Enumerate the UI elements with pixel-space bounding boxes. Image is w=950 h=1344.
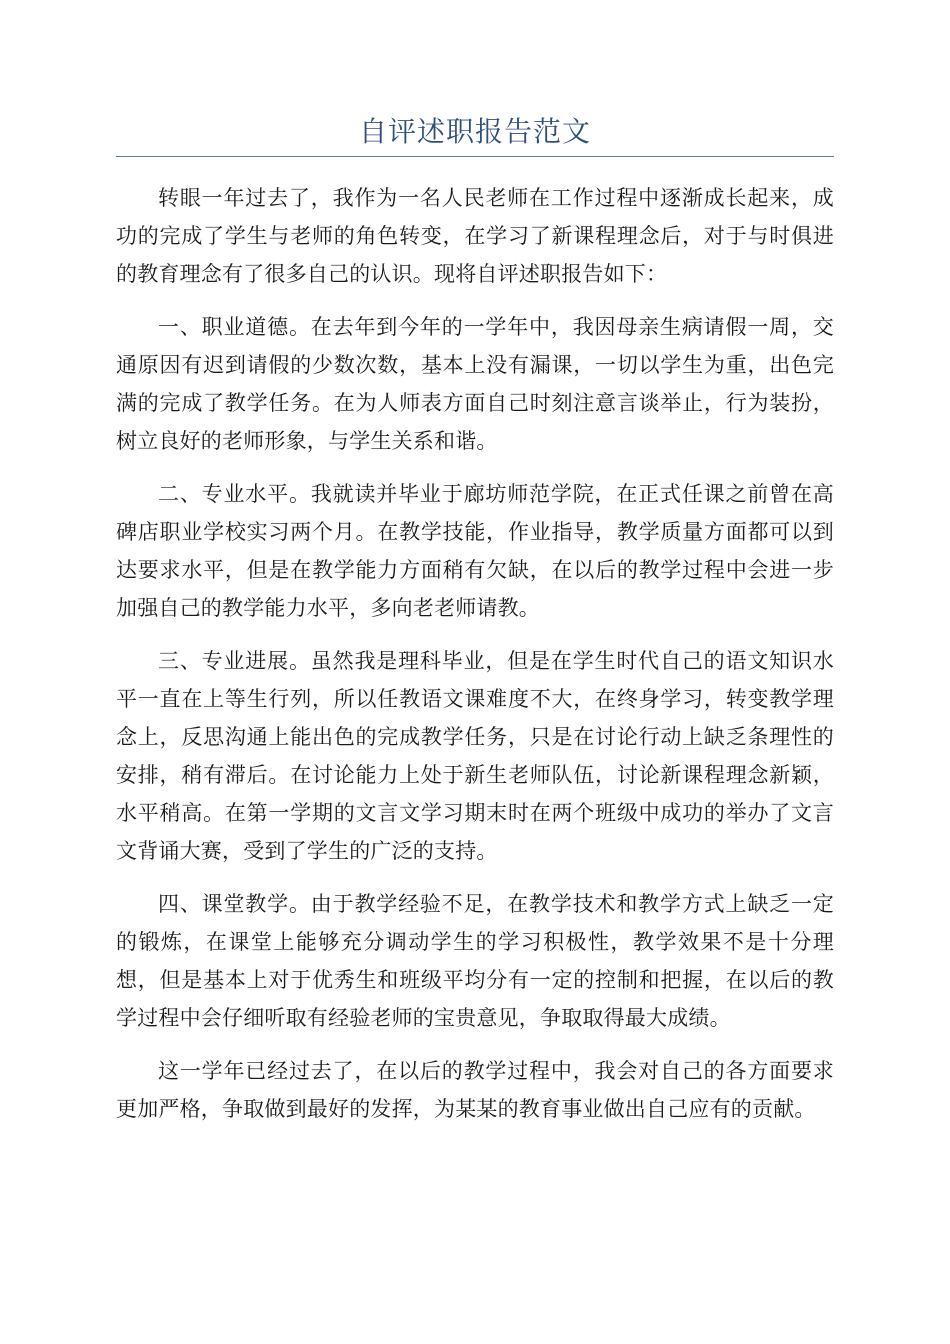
page-title: 自评述职报告范文 — [358, 115, 591, 148]
paragraph-professional-ethics: 一、职业道德。在去年到今年的一学年中，我因母亲生病请假一周，交通原因有迟到请假的少数次数，基本上没有漏课，一切以学生为重，出色完满的完成了教学任务。在为人师表方面自己时刻注意言谈举止，行为装扮，树立良好的老师形象，与学生关系和谐。 — [116, 315, 834, 453]
paragraph-professional-development: 三、专业进展。虽然我是理科毕业，但是在学生时代自己的语文知识水平一直在上等生行列，所以任教语文课难度不大，在终身学习，转变教学理念上，反思沟通上能出色的完成教学任务，只是在讨论行动上缺乏条理性的安排，稍有滞后。在讨论能力上处于新生老师队伍，讨论新课程理念新颖，水平稍高。在第一学期的文言文学习期末时在两个班级中成功的举办了文言文背诵大赛，受到了学生的广泛的支持。 — [116, 649, 834, 863]
document-page — [116, 110, 834, 1143]
title-underline — [116, 156, 834, 157]
paragraph-classroom-teaching: 四、课堂教学。由于教学经验不足，在教学技术和教学方式上缺乏一定的锻炼，在课堂上能够充分调动学生的学习积极性，教学效果不是十分理想，但是基本上对于优秀生和班级平均分有一定的控制和把握，在以后的教学过程中会仔细听取有经验老师的宝贵意见，争取取得最大成绩。 — [116, 892, 834, 1030]
paragraph-intro: 转眼一年过去了，我作为一名人民老师在工作过程中逐渐成长起来，成功的完成了学生与老师的角色转变，在学习了新课程理念后，对于与时俱进的教育理念有了很多自己的认识。现将自评述职报告如下： — [116, 186, 834, 286]
paragraph-professional-level: 二、专业水平。我就读并毕业于廊坊师范学院，在正式任课之前曾在高碑店职业学校实习两个月。在教学技能，作业指导，教学质量方面都可以到达要求水平，但是在教学能力方面稍有欠缺，在以后的教学过程中会进一步加强自己的教学能力水平，多向老老师请教。 — [116, 482, 834, 620]
paragraph-conclusion: 这一学年已经过去了，在以后的教学过程中，我会对自己的各方面要求更加严格，争取做到最好的发挥，为某某的教育事业做出自己应有的贡献。 — [116, 1059, 834, 1121]
